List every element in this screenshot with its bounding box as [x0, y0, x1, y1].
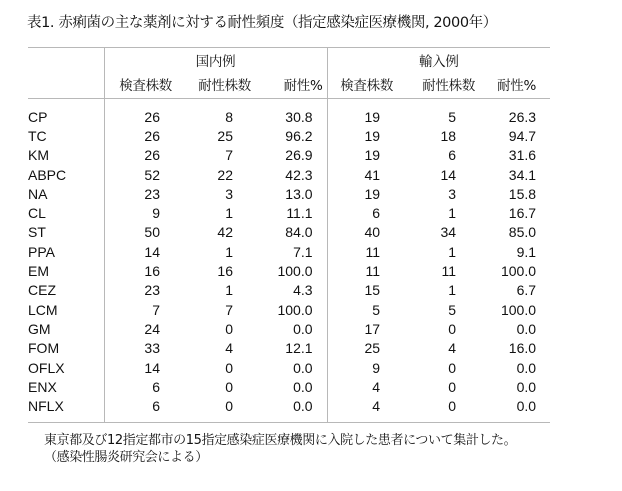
table-row	[28, 339, 550, 358]
imported-resistance-percent-cell: 85.0	[508, 224, 537, 241]
domestic-resistant-count-cell: 7	[225, 301, 233, 318]
footnote	[44, 432, 516, 466]
domestic-resistance-percent-cell: 11.1	[286, 205, 313, 222]
domestic-resistance-percent-cell: 0.0	[293, 398, 313, 415]
imported-resistant-count-cell: 1	[448, 243, 457, 260]
imported-resistant-count-cell: 1	[448, 282, 457, 299]
table-row	[28, 223, 550, 242]
domestic-resistant-count-cell: 8	[225, 108, 233, 125]
imported-tested-count-cell: 17	[327, 319, 400, 338]
domestic-tested-count-cell: 9	[104, 203, 176, 222]
group-header-imported: 輸入例	[327, 48, 550, 71]
domestic-resistance-percent-cell: 30.8	[285, 108, 313, 125]
drug-name-cell: CP	[28, 108, 48, 125]
imported-resistance-percent-cell: 16.7	[508, 205, 537, 222]
col-header-domestic-tested: 検査株数	[104, 70, 176, 99]
col-header-domestic-percent: 耐性%	[252, 70, 327, 99]
header-corner	[28, 48, 104, 71]
imported-resistant-count-cell: 5	[448, 108, 457, 125]
table-row	[28, 396, 550, 415]
drug-name-cell: CEZ	[28, 282, 56, 299]
domestic-tested-count-cell: 26	[104, 126, 176, 145]
table-body	[28, 99, 550, 423]
imported-resistance-percent-cell: 9.1	[516, 243, 537, 260]
imported-tested-count-cell: 41	[327, 165, 400, 184]
imported-resistant-count-cell: 4	[448, 340, 457, 357]
domestic-tested-count-cell: 23	[104, 184, 176, 203]
imported-tested-count-cell: 9	[327, 358, 400, 377]
footnote-line-1: 東京都及び12指定都市の15指定感染症医療機関に入院した患者について集計した。	[44, 433, 517, 448]
domestic-tested-count-cell: 50	[104, 223, 176, 242]
domestic-resistant-count-cell: 1	[225, 282, 233, 299]
domestic-resistance-percent-cell: 12.1	[285, 340, 313, 357]
domestic-tested-count-cell: 14	[104, 358, 176, 377]
table-row	[28, 126, 550, 145]
table-row	[28, 319, 550, 338]
drug-name-cell: ST	[28, 224, 46, 241]
imported-resistant-count-cell: 18	[440, 127, 457, 144]
domestic-tested-count-cell: 6	[104, 396, 176, 415]
col-header-imported-resistant: 耐性株数	[400, 70, 476, 99]
table-row	[28, 242, 550, 261]
domestic-resistance-percent-cell: 42.3	[285, 166, 313, 183]
imported-tested-count-cell: 40	[327, 223, 400, 242]
domestic-resistant-count-cell: 1	[225, 205, 233, 222]
domestic-resistance-percent-cell: 84.0	[285, 224, 313, 241]
domestic-resistance-percent-cell: 13.0	[285, 185, 313, 202]
domestic-tested-count-cell: 7	[104, 300, 176, 319]
domestic-tested-count-cell: 33	[104, 339, 176, 358]
table-header	[28, 48, 550, 99]
imported-resistant-count-cell: 11	[441, 263, 457, 280]
drug-name-cell: KM	[28, 147, 49, 164]
header-corner-bottom	[28, 70, 104, 99]
imported-tested-count-cell: 19	[327, 126, 400, 145]
imported-resistant-count-cell: 0	[448, 359, 457, 376]
imported-tested-count-cell: 15	[327, 281, 400, 300]
drug-name-cell: LCM	[28, 301, 58, 318]
domestic-resistant-count-cell: 0	[225, 320, 233, 337]
imported-resistance-percent-cell: 16.0	[508, 340, 537, 357]
imported-tested-count-cell: 25	[327, 339, 400, 358]
imported-resistant-count-cell: 5	[448, 301, 457, 318]
domestic-resistant-count-cell: 1	[225, 243, 233, 260]
domestic-resistance-percent-cell: 0.0	[293, 320, 313, 337]
imported-tested-count-cell: 19	[327, 184, 400, 203]
table-row	[28, 377, 550, 396]
drug-name-cell: CL	[28, 205, 46, 222]
domestic-tested-count-cell: 23	[104, 281, 176, 300]
imported-resistant-count-cell: 0	[448, 378, 457, 395]
imported-tested-count-cell: 19	[327, 107, 400, 126]
imported-resistant-count-cell: 0	[448, 398, 457, 415]
imported-resistance-percent-cell: 100.0	[500, 301, 537, 318]
group-header-domestic: 国内例	[104, 48, 327, 71]
table-row	[28, 281, 550, 300]
imported-resistant-count-cell: 3	[448, 185, 457, 202]
imported-resistance-percent-cell: 15.8	[508, 185, 537, 202]
domestic-resistance-percent-cell: 0.0	[293, 359, 313, 376]
domestic-resistance-percent-cell: 100.0	[277, 301, 313, 318]
drug-name-cell: TC	[28, 127, 47, 144]
imported-resistance-percent-cell: 0.0	[516, 378, 537, 395]
domestic-resistant-count-cell: 0	[225, 378, 233, 395]
spacer-row	[28, 99, 550, 108]
imported-tested-count-cell: 5	[327, 300, 400, 319]
domestic-resistance-percent-cell: 7.1	[293, 243, 313, 260]
table-row	[28, 203, 550, 222]
drug-name-cell: ABPC	[28, 166, 67, 183]
imported-resistance-percent-cell: 100.0	[500, 263, 537, 280]
imported-resistance-percent-cell: 94.7	[508, 127, 537, 144]
domestic-resistant-count-cell: 0	[225, 359, 233, 376]
imported-resistance-percent-cell: 0.0	[516, 359, 537, 376]
footnote-line-2: （感染性腸炎研究会による）	[44, 450, 208, 465]
drug-name-cell: OFLX	[28, 359, 65, 376]
table-row	[28, 165, 550, 184]
domestic-tested-count-cell: 16	[104, 261, 176, 280]
drug-name-cell: PPA	[28, 243, 55, 260]
col-header-imported-percent: 耐性%	[476, 70, 550, 99]
col-header-imported-tested: 検査株数	[327, 70, 400, 99]
drug-name-cell: EM	[28, 263, 49, 280]
imported-resistance-percent-cell: 6.7	[516, 282, 537, 299]
domestic-resistant-count-cell: 22	[217, 166, 233, 183]
resistance-table-container	[28, 47, 550, 423]
imported-resistance-percent-cell: 26.3	[508, 108, 537, 125]
domestic-resistance-percent-cell: 26.9	[285, 147, 313, 164]
table-row	[28, 184, 550, 203]
drug-name-cell: NFLX	[28, 398, 64, 415]
domestic-resistance-percent-cell: 96.2	[285, 127, 313, 144]
imported-tested-count-cell: 6	[327, 203, 400, 222]
imported-resistant-count-cell: 34	[440, 224, 457, 241]
imported-resistance-percent-cell: 31.6	[508, 147, 537, 164]
table-row	[28, 300, 550, 319]
imported-tested-count-cell: 11	[327, 242, 400, 261]
imported-resistant-count-cell: 0	[448, 320, 457, 337]
imported-resistance-percent-cell: 34.1	[508, 166, 537, 183]
domestic-resistance-percent-cell: 100.0	[277, 263, 313, 280]
imported-tested-count-cell: 19	[327, 146, 400, 165]
table-row	[28, 358, 550, 377]
drug-name-cell: GM	[28, 320, 51, 337]
domestic-tested-count-cell: 14	[104, 242, 176, 261]
domestic-resistant-count-cell: 7	[225, 147, 233, 164]
table-row	[28, 146, 550, 165]
table-row	[28, 261, 550, 280]
spacer-row	[28, 416, 550, 423]
imported-resistant-count-cell: 1	[448, 205, 457, 222]
imported-resistance-percent-cell: 0.0	[516, 320, 537, 337]
domestic-tested-count-cell: 52	[104, 165, 176, 184]
drug-name-cell: FOM	[28, 340, 60, 357]
imported-resistant-count-cell: 14	[440, 166, 457, 183]
domestic-tested-count-cell: 6	[104, 377, 176, 396]
domestic-tested-count-cell: 26	[104, 146, 176, 165]
domestic-tested-count-cell: 24	[104, 319, 176, 338]
imported-tested-count-cell: 11	[327, 261, 400, 280]
domestic-resistant-count-cell: 25	[217, 127, 233, 144]
imported-resistant-count-cell: 6	[448, 147, 457, 164]
resistance-table	[28, 47, 550, 423]
table-row	[28, 107, 550, 126]
domestic-resistance-percent-cell: 0.0	[293, 378, 313, 395]
domestic-resistance-percent-cell: 4.3	[293, 282, 313, 299]
drug-name-cell: NA	[28, 185, 48, 202]
domestic-resistant-count-cell: 42	[217, 224, 233, 241]
imported-resistance-percent-cell: 0.0	[516, 398, 537, 415]
col-header-domestic-resistant: 耐性株数	[176, 70, 252, 99]
imported-tested-count-cell: 4	[327, 396, 400, 415]
table-title: 表1. 赤痢菌の主な薬剤に対する耐性頻度（指定感染症医療機関, 2000年）	[27, 15, 497, 31]
imported-tested-count-cell: 4	[327, 377, 400, 396]
drug-name-cell: ENX	[28, 378, 57, 395]
domestic-resistant-count-cell: 4	[225, 340, 233, 357]
domestic-resistant-count-cell: 3	[225, 185, 233, 202]
domestic-tested-count-cell: 26	[104, 107, 176, 126]
domestic-resistant-count-cell: 0	[225, 398, 233, 415]
domestic-resistant-count-cell: 16	[217, 263, 233, 280]
